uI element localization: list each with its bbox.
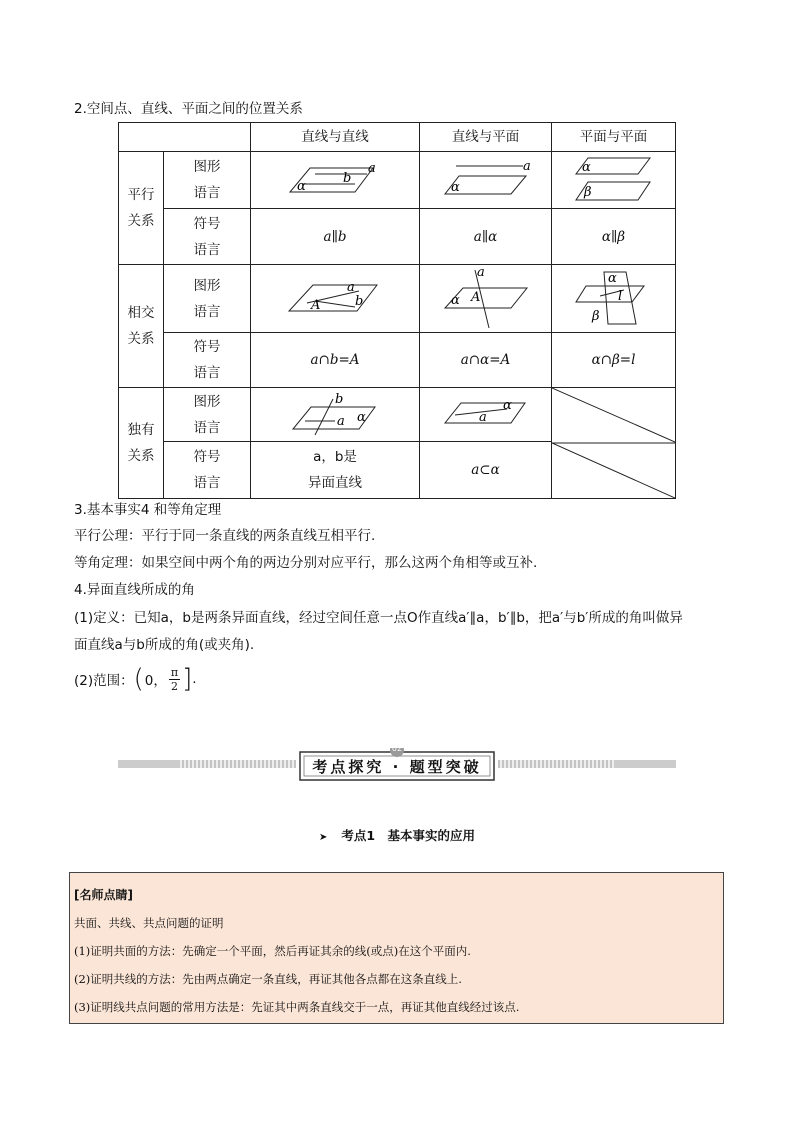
svg-text:a: a: [337, 413, 345, 429]
fig-label: 图形 语言: [164, 265, 251, 333]
svg-text:a: a: [347, 279, 355, 295]
badge-number: 02: [391, 744, 403, 753]
range-line: (2)范围： ( 0， π 2 ] .: [74, 664, 197, 694]
svg-text:a: a: [522, 160, 531, 174]
svg-text:α: α: [450, 292, 460, 308]
kaodian-title: ➤ 考点1 基本事实的应用: [318, 828, 476, 843]
tip-line: (1)证明共面的方法：先确定一个平面，然后再证其余的线(或点)在这个平面内.: [74, 944, 471, 958]
definition-line-1: (1)定义：已知a，b是两条异面直线，经过空间任意一点O作直线a′∥a，b′∥b，把a′与b′所成的角叫做异: [74, 610, 683, 626]
sym-line-plane-parallel: a∥α: [420, 209, 552, 265]
svg-text:β: β: [591, 308, 600, 324]
tip-heading: [名师点睛]: [74, 888, 133, 902]
equal-angle-theorem: 等角定理：如果空间中两个角的两边分别对应平行，那么这两个角相等或互补.: [74, 555, 538, 571]
fig-skew-lines: [251, 388, 420, 442]
fig-label: 图形 语言: [164, 388, 251, 442]
svg-text:α: α: [581, 160, 591, 175]
svg-text:A: A: [311, 297, 321, 313]
diagonal-strike: [552, 388, 675, 498]
sym-label: 符号 语言: [164, 209, 251, 265]
definition-line-2: 面直线a与b所成的角(或夹角).: [74, 637, 255, 653]
svg-text:a: a: [478, 409, 487, 425]
plane-plane-parallel-diagram: [574, 156, 654, 204]
fig-line-in-plane: [420, 388, 552, 442]
parallel-axiom: 平行公理：平行于同一条直线的两条直线互相平行.: [74, 528, 376, 544]
fig-line-plane-intersect: [420, 265, 552, 333]
svg-text:a: a: [476, 267, 485, 280]
line-plane-parallel-diagram: [441, 160, 531, 200]
plane-plane-intersect-diagram: [574, 268, 654, 330]
fig-plane-plane-intersect: [552, 265, 676, 333]
tip-line: (3)证明线共点问题的常用方法是：先证其中两条直线交于一点，再证其他直线经过该点.: [74, 1000, 520, 1014]
svg-text:A: A: [470, 289, 480, 305]
table-row: [119, 265, 676, 333]
sym-plane-plane-parallel: α∥β: [552, 209, 676, 265]
pi-over-2-fraction: π 2: [170, 665, 179, 693]
sym-line-plane-intersect: a∩α=A: [420, 333, 552, 388]
svg-text:b: b: [355, 293, 364, 309]
section-3-title: 3.基本事实4 和等角定理: [74, 502, 222, 518]
position-relation-table: [118, 122, 676, 499]
tip-box: [69, 872, 724, 1024]
header-line-line: 直线与直线: [251, 123, 420, 152]
skew-lines-diagram: [285, 393, 385, 437]
svg-text:l: l: [617, 288, 622, 304]
fig-intersect-lines: [251, 265, 420, 333]
line-plane-intersect-diagram: [441, 268, 531, 330]
sym-intersect-lines: a∩b=A: [251, 333, 420, 388]
intersect-lines-diagram: [285, 279, 385, 319]
svg-text:b: b: [335, 392, 344, 407]
svg-text:α: α: [502, 397, 512, 413]
sym-label: 符号 语言: [164, 333, 251, 388]
group-label-unique: 独有 关系: [119, 388, 164, 499]
table-row: [119, 152, 676, 209]
fig-plane-plane-parallel: [552, 152, 676, 209]
sym-line-in-plane: a⊂α: [420, 442, 552, 499]
svg-text:a: a: [368, 161, 376, 176]
parallel-lines-diagram: [285, 160, 385, 200]
tip-line: 共面、共线、共点问题的证明: [74, 916, 224, 930]
table-header-row: [119, 123, 676, 152]
banner-title: 考点探究 · 题型突破: [312, 758, 482, 776]
svg-text:α: α: [607, 270, 617, 286]
fig-label: 图形 语言: [164, 152, 251, 209]
table-row: [119, 388, 676, 442]
empty-diagonal-cell: [552, 388, 676, 499]
table-row: [119, 209, 676, 265]
tip-line: (2)证明共线的方法：先由两点确定一条直线，再证其他各点都在这条直线上.: [74, 972, 462, 986]
svg-text:b: b: [343, 171, 352, 186]
table-row: [119, 333, 676, 388]
group-label-parallel: 平行 关系: [119, 152, 164, 265]
header-line-plane: 直线与平面: [420, 123, 552, 152]
header-plane-plane: 平面与平面: [552, 123, 676, 152]
header-empty-cell: [119, 123, 251, 152]
section-banner: [118, 744, 676, 784]
section-2-title: 2.空间点、直线、平面之间的位置关系: [74, 101, 303, 117]
svg-text:β: β: [583, 185, 592, 200]
sym-parallel-lines: a∥b: [251, 209, 420, 265]
svg-text:α: α: [297, 179, 306, 194]
fig-line-plane-parallel: [420, 152, 552, 209]
fig-parallel-lines: [251, 152, 420, 209]
svg-text:α: α: [450, 180, 460, 195]
section-4-title: 4.异面直线所成的角: [74, 582, 195, 598]
group-label-intersect: 相交 关系: [119, 265, 164, 388]
svg-text:α: α: [357, 409, 366, 425]
sym-skew-lines: a，b是 异面直线: [251, 442, 420, 499]
sym-plane-plane-intersect: α∩β=l: [552, 333, 676, 388]
line-in-plane-diagram: [441, 395, 531, 435]
sym-label: 符号 语言: [164, 442, 251, 499]
